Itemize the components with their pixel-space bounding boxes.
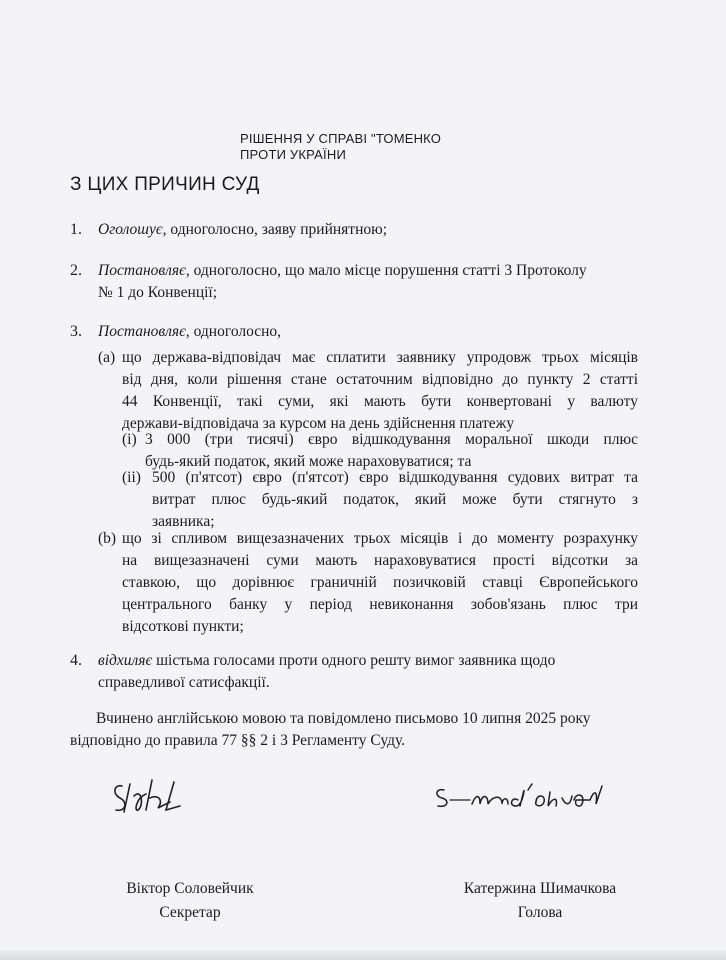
item-3ai-line-1: 3 000 (три тисячі) євро відшкодування моральної шкоди плюс — [145, 431, 638, 448]
closing-line-1: Вчинено англійською мовою та повідомлено письмово 10 липня 2025 року — [96, 710, 591, 727]
item-3b-line-2: на вищезазначені суми мають нараховуватися прості відсотки за — [122, 552, 638, 569]
registrar-signature — [108, 772, 198, 822]
item-3b-label: (b) — [98, 530, 117, 547]
item-3a-line-2: від дня, коли рішення стане остаточним відповідно до пункту 2 статті — [122, 371, 638, 388]
registrar-block — [80, 877, 300, 925]
item-3a-line-3: 44 Конвенції, такі суми, які мають бути конвертовані у валюту — [122, 393, 638, 410]
closing-paragraph — [70, 708, 640, 752]
item-3a-label: (a) — [98, 349, 116, 366]
item-1-verb: Оголошує — [98, 221, 163, 238]
item-3b-line-4: центрального банку у період невиконання зобов'язань плюс три — [122, 596, 638, 613]
item-4-line-1: шістьма голосами проти одного решту вимог заявника щодо — [152, 652, 556, 669]
item-3-text — [98, 321, 281, 343]
case-header-line-1: РІШЕННЯ У СПРАВІ "ТОМЕНКО — [240, 131, 442, 146]
case-header — [240, 131, 441, 163]
item-3aii-line-1: 500 (п'ятсот) євро (п'ятсот) євро відшкодування судових витрат та — [152, 469, 638, 486]
item-3aii-line-3: заявника; — [152, 513, 215, 530]
item-4-line-2: справедливої сатисфакції. — [98, 674, 270, 691]
item-4-verb: відхиляє — [98, 652, 153, 669]
item-3a-line-1: що держава-відповідач має сплатити заявнику упродовж трьох місяців — [122, 349, 638, 366]
item-3-number: 3. — [70, 323, 82, 340]
registrar-name: Віктор Соловейчик — [126, 880, 254, 897]
item-3ai-line-2: будь-який податок, який може нараховуватися; та — [145, 453, 472, 470]
case-header-line-2: ПРОТИ УКРАЇНИ — [240, 147, 346, 162]
president-block — [420, 877, 660, 925]
item-3aii-text — [152, 467, 638, 533]
item-3b-line-1: що зі спливом вищезазначених трьох місяців і до моменту розрахунку — [122, 530, 638, 547]
item-2-line-1: , одноголосно, що мало місце порушення статті 3 Протоколу — [185, 262, 587, 279]
page-bottom-edge — [0, 950, 726, 960]
item-4-text — [98, 650, 638, 694]
item-3a-line-4: держави-відповідача за курсом на день здійснення платежу — [122, 415, 515, 432]
item-1-text — [98, 219, 387, 241]
item-3a-text — [122, 347, 638, 435]
item-1-body: , одноголосно, заяву прийнятною; — [162, 221, 388, 238]
president-name: Катержина Шимачкова — [463, 880, 617, 897]
item-3ai-label: (i) — [122, 431, 137, 448]
item-3aii-line-2: витрат плюс будь-який податок, який може бути стягнуто з — [152, 491, 638, 508]
item-2-text — [98, 260, 638, 304]
item-3-verb: Постановляє — [98, 323, 186, 340]
item-3aii-label: (ii) — [122, 469, 141, 486]
registrar-role: Секретар — [159, 904, 221, 921]
item-4-number: 4. — [70, 652, 82, 669]
item-3-body: , одноголосно, — [185, 323, 282, 340]
item-3b-line-3: ставкою, що дорівнює граничній позичковій ставці Європейського — [122, 574, 638, 591]
item-3b-line-5: відсоткові пункти; — [122, 618, 244, 635]
item-2-number: 2. — [70, 262, 82, 279]
closing-line-2: відповідно до правила 77 §§ 2 і 3 Регламенту Суду. — [70, 732, 406, 749]
item-2-line-2: № 1 до Конвенції; — [98, 284, 218, 301]
item-1-number: 1. — [70, 221, 82, 238]
item-3b-text — [122, 528, 638, 638]
section-heading: З ЦИХ ПРИЧИН СУД — [70, 174, 260, 195]
item-2-verb: Постановляє — [98, 262, 186, 279]
president-role: Голова — [517, 904, 563, 921]
president-signature — [432, 780, 612, 816]
president-signature-text: Šimáčková — [432, 780, 437, 781]
